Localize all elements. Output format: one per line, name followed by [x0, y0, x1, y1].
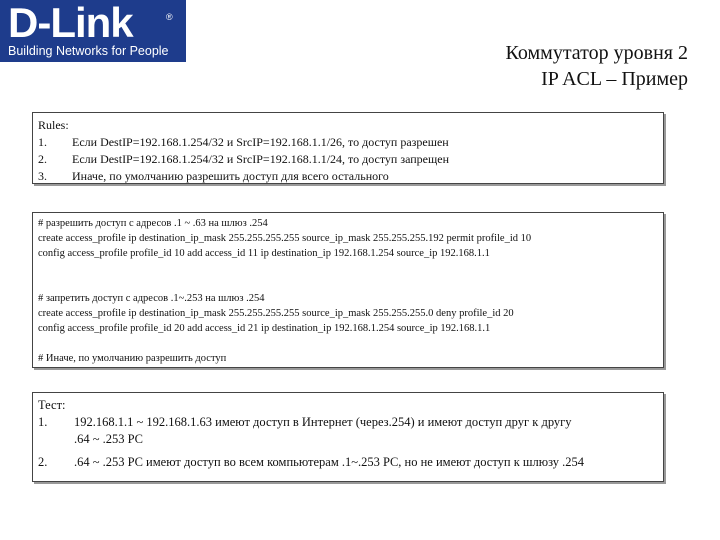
registered-mark: ®	[166, 12, 173, 22]
test-text-continuation: .64 ~ .253 PC	[74, 432, 143, 446]
rule-number: 1.	[38, 135, 47, 149]
deny-comment: # запретить доступ с адресов .1~.253 на шлюз .254	[38, 293, 265, 304]
title-line-2: IP ACL – Пример	[541, 68, 688, 90]
permit-comment: # разрешить доступ с адресов .1 ~ .63 на шлюз .254	[38, 218, 268, 229]
test-item	[38, 414, 663, 431]
rule-text: Если DestIP=192.168.1.254/32 и SrcIP=192.168.1.1/24, то доступ запрещен	[72, 152, 449, 166]
test-heading: Тест:	[38, 398, 66, 412]
test-item	[38, 454, 663, 471]
rule-text: Иначе, по умолчанию разрешить доступ для всего остального	[72, 169, 389, 183]
rules-box	[32, 112, 664, 184]
rule-item	[38, 151, 663, 168]
rule-number: 3.	[38, 169, 47, 183]
test-number: 1.	[38, 415, 48, 429]
d-link-logo	[0, 0, 186, 62]
deny-config-command: config access_profile profile_id 20 add access_id 21 ip destination_ip 192.168.1.254 source_ip 192.168.1.1	[38, 323, 491, 334]
rule-number: 2.	[38, 152, 47, 166]
test-number: 2.	[38, 455, 48, 469]
rule-item	[38, 134, 663, 151]
rule-text: Если DestIP=192.168.1.254/32 и SrcIP=192.168.1.1/26, то доступ разрешен	[72, 135, 449, 149]
rule-item	[38, 168, 663, 185]
permit-create-command: create access_profile ip destination_ip_mask 255.255.255.255 source_ip_mask 255.255.255.192 permit profile_id 10	[38, 233, 532, 244]
slide-title	[506, 40, 688, 92]
test-text: 192.168.1.1 ~ 192.168.1.63 имеют доступ в Интернет (через.254) и имеют доступ друг к другу	[74, 415, 572, 429]
test-box	[32, 392, 664, 482]
default-comment: # Иначе, по умолчанию разрешить доступ	[38, 353, 227, 364]
logo-wordmark: D-Link	[8, 0, 133, 46]
rules-heading: Rules:	[38, 118, 69, 132]
deny-create-command: create access_profile ip destination_ip_mask 255.255.255.255 source_ip_mask 255.255.255.0 deny profile_id 20	[38, 308, 514, 319]
logo-tagline: Building Networks for People	[8, 44, 169, 58]
permit-config-command: config access_profile profile_id 10 add access_id 11 ip destination_ip 192.168.1.254 source_ip 192.168.1.1	[38, 248, 490, 259]
test-text: .64 ~ .253 PC имеют доступ во всем компьютерам .1~.253 PC, но не имеют доступ к шлюзу .254	[74, 455, 585, 469]
config-box	[32, 212, 664, 368]
title-line-1: Коммутатор уровня 2	[505, 42, 688, 64]
